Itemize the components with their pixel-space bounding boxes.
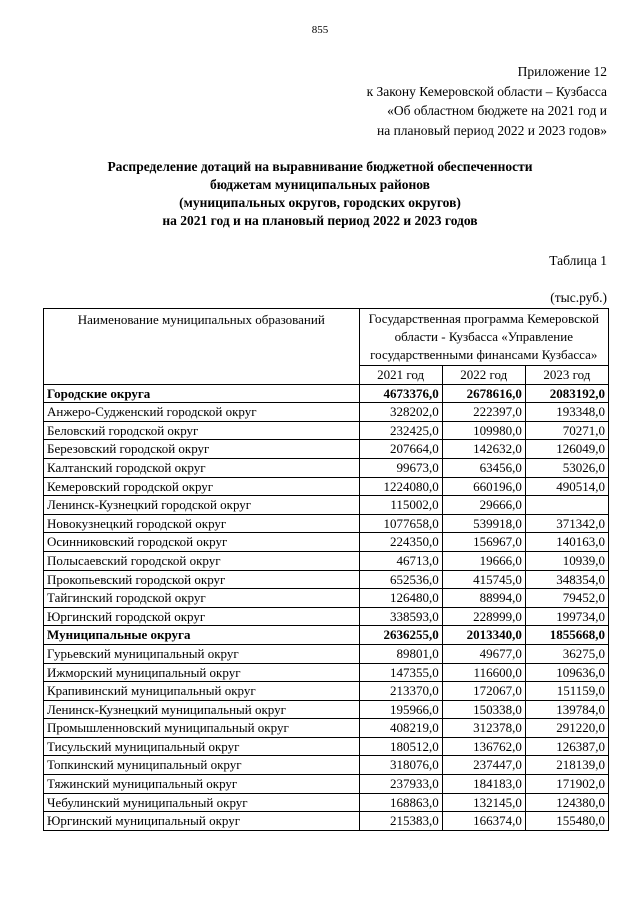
value-2022-cell: 109980,0: [442, 421, 525, 440]
value-2022-cell: 172067,0: [442, 682, 525, 701]
value-2021-cell: 1077658,0: [359, 514, 442, 533]
row-name-cell: Прокопьевский городской округ: [44, 570, 360, 589]
value-2022-cell: 660196,0: [442, 477, 525, 496]
value-2023-cell: 109636,0: [525, 663, 608, 682]
row-name-cell: Новокузнецкий городской округ: [44, 514, 360, 533]
appendix-line: Приложение 12: [517, 64, 607, 79]
document-title: [0, 158, 640, 230]
value-2022-cell: 156967,0: [442, 533, 525, 552]
table-row: [44, 700, 609, 719]
value-2021-cell: 99673,0: [359, 458, 442, 477]
value-2023-cell: 199734,0: [525, 607, 608, 626]
row-name-cell: Беловский городской округ: [44, 421, 360, 440]
appendix-line: на плановый период 2022 и 2023 годов»: [376, 122, 607, 138]
row-name-cell: Муниципальные округа: [44, 626, 360, 645]
value-2022-cell: 2013340,0: [442, 626, 525, 645]
value-2023-cell: 126049,0: [525, 440, 608, 459]
value-2023-cell: 218139,0: [525, 756, 608, 775]
value-2021-cell: 338593,0: [359, 607, 442, 626]
value-2022-cell: 136762,0: [442, 737, 525, 756]
value-2023-cell: 10939,0: [525, 551, 608, 570]
table-row: [44, 607, 609, 626]
value-2021-cell: 1224080,0: [359, 477, 442, 496]
row-name-cell: Тисульский муниципальный округ: [44, 737, 360, 756]
value-2022-cell: 150338,0: [442, 700, 525, 719]
value-2022-cell: 539918,0: [442, 514, 525, 533]
value-2021-cell: 147355,0: [359, 663, 442, 682]
appendix-line: к Закону Кемеровской области – Кузбасса: [366, 83, 607, 99]
appendix-line: «Об областном бюджете на 2021 год и: [387, 103, 607, 118]
appendix-block: [367, 62, 607, 140]
row-name-cell: Промышленновский муниципальный округ: [44, 719, 360, 738]
value-2021-cell: 215383,0: [359, 812, 442, 831]
value-2021-cell: 224350,0: [359, 533, 442, 552]
value-2022-cell: 19666,0: [442, 551, 525, 570]
row-name-cell: Осинниковский городской округ: [44, 533, 360, 552]
table-row: [44, 421, 609, 440]
table-row: [44, 663, 609, 682]
value-2022-cell: 49677,0: [442, 644, 525, 663]
value-2023-cell: 291220,0: [525, 719, 608, 738]
table-row: [44, 812, 609, 831]
value-2021-cell: 408219,0: [359, 719, 442, 738]
program-column-header: Государственная программа Кемеровской области - Кузбасса «Управление государственными финансами Кузбасса»: [359, 309, 608, 366]
title-line: бюджетам муниципальных районов: [210, 177, 430, 192]
table-row: [44, 719, 609, 738]
value-2023-cell: 53026,0: [525, 458, 608, 477]
value-2022-cell: 116600,0: [442, 663, 525, 682]
table-row: [44, 756, 609, 775]
page-number: 855: [311, 24, 329, 36]
table-row: [44, 793, 609, 812]
value-2022-cell: 415745,0: [442, 570, 525, 589]
row-name-cell: Крапивинский муниципальный округ: [44, 682, 360, 701]
value-2023-cell: 193348,0: [525, 403, 608, 422]
table-row: [44, 403, 609, 422]
value-2022-cell: 142632,0: [442, 440, 525, 459]
row-name-cell: Березовский городской округ: [44, 440, 360, 459]
title-line: на 2021 год и на плановый период 2022 и 2023 годов: [162, 213, 478, 228]
table-body: [44, 384, 609, 830]
table-row: [44, 775, 609, 794]
value-2023-cell: 139784,0: [525, 700, 608, 719]
row-name-cell: Тяжинский муниципальный округ: [44, 775, 360, 794]
table-row: [44, 589, 609, 608]
value-2021-cell: 89801,0: [359, 644, 442, 663]
table-group-row: [44, 626, 609, 645]
table-row: [44, 477, 609, 496]
value-2023-cell: 151159,0: [525, 682, 608, 701]
value-2022-cell: 132145,0: [442, 793, 525, 812]
value-2023-cell: 126387,0: [525, 737, 608, 756]
table-row: [44, 458, 609, 477]
value-2022-cell: 166374,0: [442, 812, 525, 831]
value-2021-cell: 237933,0: [359, 775, 442, 794]
row-name-cell: Топкинский муниципальный округ: [44, 756, 360, 775]
row-name-cell: Городские округа: [44, 384, 360, 403]
value-2023-cell: [525, 496, 608, 515]
table-group-row: [44, 384, 609, 403]
title-line: Распределение дотаций на выравнивание бюджетной обеспеченности: [107, 159, 533, 174]
title-line: (муниципальных округов, городских округов): [179, 195, 461, 210]
value-2021-cell: 126480,0: [359, 589, 442, 608]
value-2023-cell: 371342,0: [525, 514, 608, 533]
row-name-cell: Чебулинский муниципальный округ: [44, 793, 360, 812]
table-row: [44, 514, 609, 533]
value-2023-cell: 171902,0: [525, 775, 608, 794]
row-name-cell: Юргинский городской округ: [44, 607, 360, 626]
value-2023-cell: 490514,0: [525, 477, 608, 496]
row-name-cell: Тайгинский городской округ: [44, 589, 360, 608]
value-2023-cell: 2083192,0: [525, 384, 608, 403]
value-2023-cell: 70271,0: [525, 421, 608, 440]
value-2021-cell: 213370,0: [359, 682, 442, 701]
value-2022-cell: 88994,0: [442, 589, 525, 608]
value-2022-cell: 29666,0: [442, 496, 525, 515]
table-label: Таблица 1: [549, 253, 607, 268]
value-2022-cell: 222397,0: [442, 403, 525, 422]
table-row: [44, 737, 609, 756]
value-2021-cell: 46713,0: [359, 551, 442, 570]
table-row: [44, 682, 609, 701]
value-2023-cell: 155480,0: [525, 812, 608, 831]
name-column-header: Наименование муниципальных образований: [44, 309, 360, 385]
value-2022-cell: 312378,0: [442, 719, 525, 738]
row-name-cell: Калтанский городской округ: [44, 458, 360, 477]
value-2022-cell: 2678616,0: [442, 384, 525, 403]
subsidy-table: [43, 308, 609, 831]
value-2022-cell: 237447,0: [442, 756, 525, 775]
year-header-2023: 2023 год: [525, 366, 608, 385]
row-name-cell: Полысаевский городской округ: [44, 551, 360, 570]
value-2021-cell: 4673376,0: [359, 384, 442, 403]
value-2022-cell: 184183,0: [442, 775, 525, 794]
value-2023-cell: 1855668,0: [525, 626, 608, 645]
value-2021-cell: 232425,0: [359, 421, 442, 440]
units-label: (тыс.руб.): [550, 290, 607, 305]
row-name-cell: Кемеровский городской округ: [44, 477, 360, 496]
value-2021-cell: 207664,0: [359, 440, 442, 459]
row-name-cell: Ленинск-Кузнецкий городской округ: [44, 496, 360, 515]
value-2023-cell: 140163,0: [525, 533, 608, 552]
value-2022-cell: 63456,0: [442, 458, 525, 477]
row-name-cell: Ижморский муниципальный округ: [44, 663, 360, 682]
value-2022-cell: 228999,0: [442, 607, 525, 626]
row-name-cell: Гурьевский муниципальный округ: [44, 644, 360, 663]
year-header-2022: 2022 год: [442, 366, 525, 385]
value-2023-cell: 124380,0: [525, 793, 608, 812]
value-2021-cell: 115002,0: [359, 496, 442, 515]
value-2023-cell: 79452,0: [525, 589, 608, 608]
table-row: [44, 644, 609, 663]
value-2021-cell: 652536,0: [359, 570, 442, 589]
value-2021-cell: 2636255,0: [359, 626, 442, 645]
value-2023-cell: 348354,0: [525, 570, 608, 589]
value-2021-cell: 195966,0: [359, 700, 442, 719]
row-name-cell: Юргинский муниципальный округ: [44, 812, 360, 831]
value-2021-cell: 328202,0: [359, 403, 442, 422]
value-2023-cell: 36275,0: [525, 644, 608, 663]
table-row: [44, 496, 609, 515]
year-header-2021: 2021 год: [359, 366, 442, 385]
value-2021-cell: 168863,0: [359, 793, 442, 812]
row-name-cell: Ленинск-Кузнецкий муниципальный округ: [44, 700, 360, 719]
row-name-cell: Анжеро-Судженский городской округ: [44, 403, 360, 422]
value-2021-cell: 180512,0: [359, 737, 442, 756]
table-row: [44, 570, 609, 589]
value-2021-cell: 318076,0: [359, 756, 442, 775]
table-row: [44, 551, 609, 570]
table-row: [44, 533, 609, 552]
table-row: [44, 440, 609, 459]
